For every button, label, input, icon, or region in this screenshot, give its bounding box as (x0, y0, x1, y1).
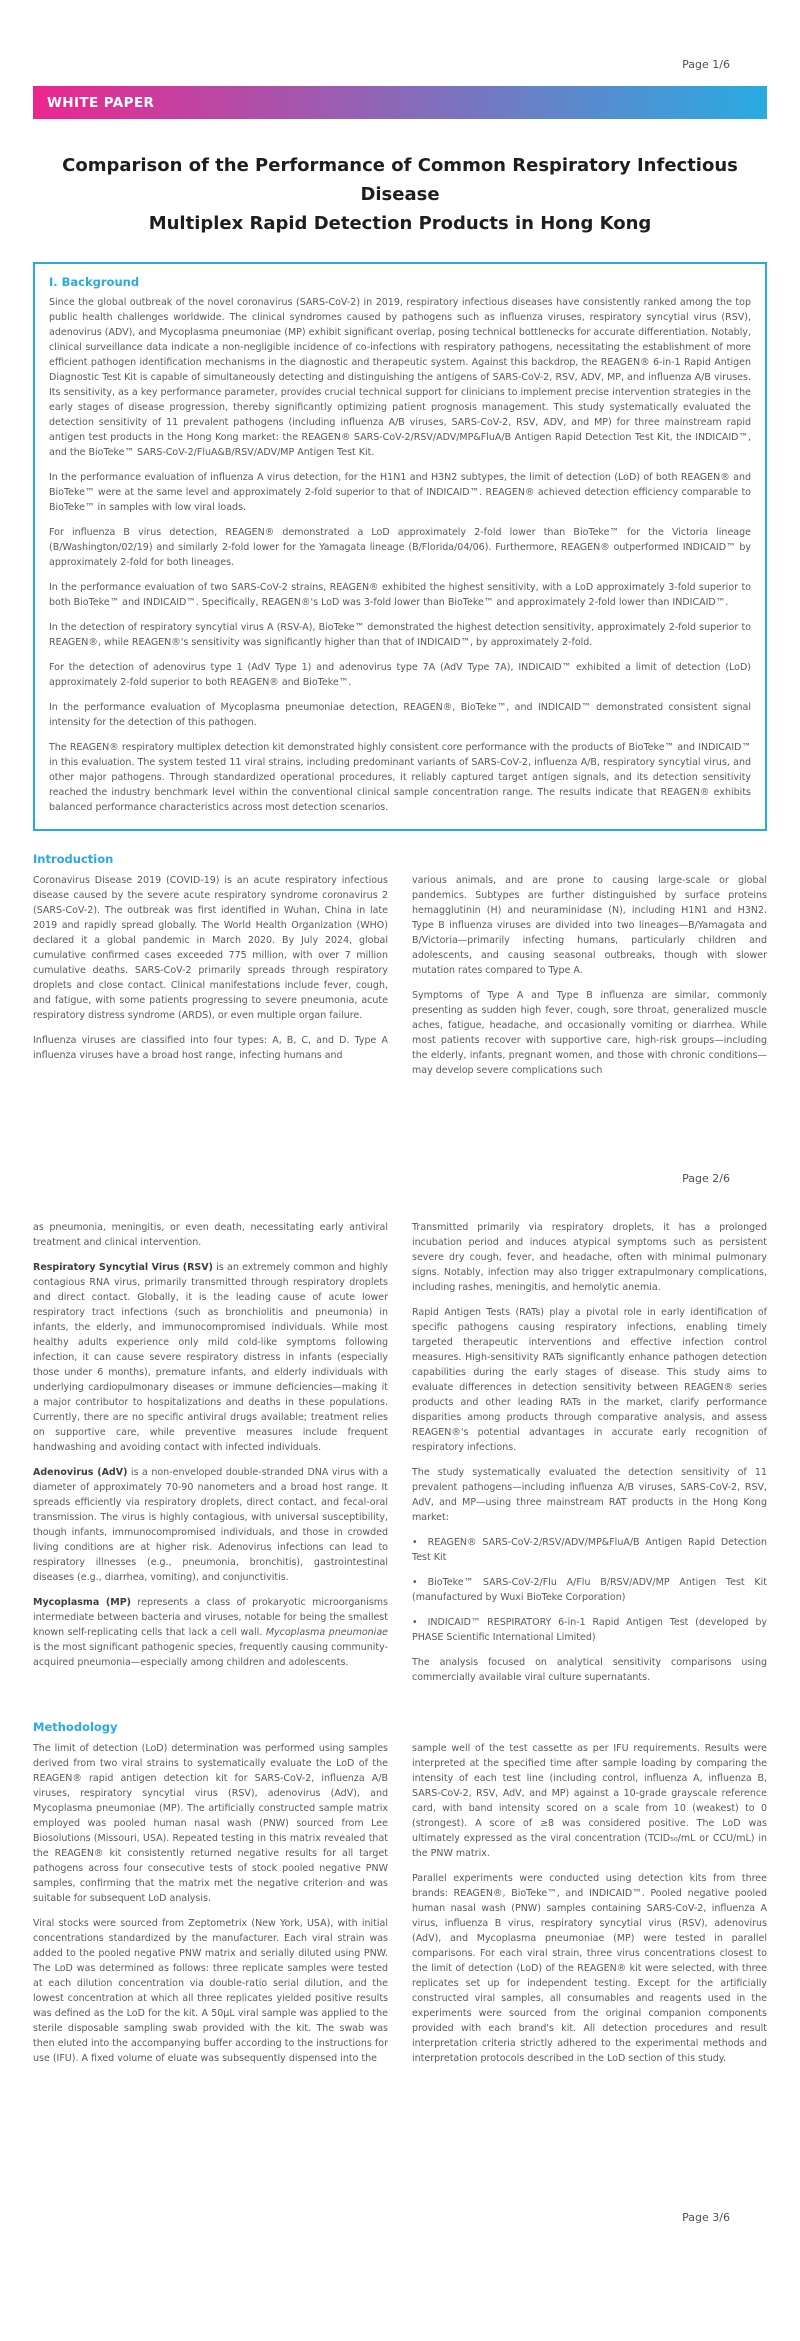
methodology-paragraph: Viral stocks were sourced from Zeptometrix (New York, USA), with initial concentrations standardized by the manufacturer. Each viral strain was added to the pooled negative PNW matrix and serially diluted using PNW. The LoD was determined as follows: three replicate samples were tested at each dilution concentration via double-ratio serial dilution, and the lowest concentration at which all three replicates yielded positive results was defined as the LoD for the kit. A 50μL viral sample was applied to the sterile disposable sampling swab provided with the kit. The swab was then eluted into the accompanying buffer according to the instructions for use (IFU). A fixed volume of eluate was subsequently dispensed into the (33, 1918, 388, 2064)
adv-paragraph (33, 1465, 388, 1585)
background-paragraph: In the performance evaluation of two SARS-CoV-2 strains, REAGEN® exhibited the highest sensitivity, with a LoD approximately 3-fold superior to both BioTeke™ and INDICAID™. Specifically, REAGEN®'s LoD was 3-fold lower than BioTeke™ and approximately 2-fold lower than INDICAID™. (49, 582, 751, 608)
bullet-icon: • (412, 1537, 418, 1548)
bullet-text: REAGEN® SARS-CoV-2/RSV/ADV/MP&FluA/B Antigen Rapid Detection Test Kit (412, 1537, 767, 1563)
background-paragraph: In the detection of respiratory syncytial virus A (RSV-A), BioTeke™ demonstrated the highest detection sensitivity, approximately 2-fold superior to REAGEN®, while REAGEN®'s sensitivity was significantly higher than that of INDICAID™, by approximately 2-fold. (49, 622, 751, 648)
background-paragraph: In the performance evaluation of Mycoplasma pneumoniae detection, REAGEN®, BioTeke™, and INDICAID™ demonstrated consistent signal intensity for the detection of this pathogen. (49, 702, 751, 728)
background-paragraph: For influenza B virus detection, REAGEN® demonstrated a LoD approximately 2-fold lower than BioTeke™ for the Victoria lineage (B/Washington/02/19) and similarly 2-fold lower for the Yamagata lineage (B/Florida/04/06). Furthermore, REAGEN® outperformed INDICAID™ by approximately 2-fold for both lineages. (49, 527, 751, 568)
product-bullet-bioteke (412, 1575, 767, 1605)
background-heading: I. Background (49, 275, 140, 289)
mp-text-2: is the most significant pathogenic species, frequently causing community-acquired pneumonia—especially among children and adolescents. (33, 1642, 388, 1668)
adv-lead: Adenovirus (AdV) (33, 1467, 128, 1478)
intro-paragraph: various animals, and are prone to causing large-scale or global pandemics. Subtypes are further distinguished by surface proteins hemagglutinin (H) and neuraminidase (N), including H1N1 and H3N2. Type B influenza viruses are divided into two lineages—B/Yamagata and B/Victoria—primarily infecting humans, particularly children and adolescents, and causing seasonal outbreaks, though with slower mutation rates compared to Type A. (412, 875, 767, 976)
methodology-paragraph: Parallel experiments were conducted using detection kits from three brands: REAGEN®, BioTeke™, and INDICAID™. Pooled negative pooled human nasal wash (PNW) samples containing SARS-CoV-2, influenza A virus, influenza B virus, respiratory syncytial virus (RSV), adenovirus (AdV), and Mycoplasma pneumoniae (MP) were tested in parallel comparisons. For each viral strain, three virus concentrations closest to the limit of detection (LoD) of the REAGEN® kit were selected, with three replicates set up for independent testing. Except for the artificially constructed viral samples, all consumables and reagents used in the experiments were sourced from the original companion components provided with each brand's kit. All detection procedures and result interpretation criteria strictly adhered to the experimental methods and interpretation protocols described in the LoD section of this study. (412, 1873, 767, 2064)
mp-lead: Mycoplasma (MP) (33, 1597, 132, 1608)
background-paragraph: For the detection of adenovirus type 1 (AdV Type 1) and adenovirus type 7A (AdV Type 7A), INDICAID™ exhibited a limit of detection (LoD) approximately 2-fold superior to both REAGEN® and BioTeke™. (49, 662, 751, 688)
intro-paragraph: The analysis focused on analytical sensitivity comparisons using commercially available viral culture supernatants. (412, 1657, 767, 1683)
title-line-2: Multiplex Rapid Detection Products in Hong Kong (148, 213, 652, 234)
mp-paragraph (33, 1595, 388, 1670)
intro-paragraph: The study systematically evaluated the detection sensitivity of 11 prevalent pathogens—including influenza A/B viruses, SARS-CoV-2, RSV, AdV, and MP—using three mainstream RAT products in the Hong Kong market: (412, 1467, 767, 1523)
right-column (412, 1741, 767, 2076)
left-column (33, 1220, 388, 1695)
introduction-columns-page2 (33, 1220, 767, 1695)
intro-paragraph: Influenza viruses are classified into four types: A, B, C, and D. Type A influenza viruses have a broad host range, infecting humans and (33, 1035, 388, 1061)
methodology-columns (33, 1741, 767, 2076)
methodology-heading: Methodology (33, 1720, 118, 1734)
methodology-paragraph: sample well of the test cassette as per IFU requirements. Results were interpreted at the specified time after sample loading by comparing the intensity of each test line (including control, influenza A, influenza B, SARS-CoV-2, RSV, AdV, and MP) against a 10-grade grayscale reference card, with band intensity scored on a scale from 10 (weakest) to 0 (strongest). A score of ≥8 was considered positive. The LoD was ultimately expressed as the viral concentration (TCID₅₀/mL or CCU/mL) in the PNW matrix. (412, 1743, 767, 1859)
mp-species-italic: Mycoplasma pneumoniae (265, 1627, 388, 1638)
intro-paragraph: Rapid Antigen Tests (RATs) play a pivotal role in early identification of specific pathogens causing respiratory infections, enabling timely targeted therapeutic interventions and effective infection control measures. High-sensitivity RATs significantly enhance pathogen detection capabilities during the early stages of disease. This study aims to evaluate differences in detection sensitivity between REAGEN® series products and other leading RATs in the market, clarify performance disparities among products through comparative analysis, and assess REAGEN®'s potential advantages in accurate early recognition of respiratory infections. (412, 1307, 767, 1453)
product-bullet-reagen (412, 1535, 767, 1565)
right-column (412, 1220, 767, 1695)
page-number-1: Page 1/6 (682, 58, 730, 71)
background-paragraph: In the performance evaluation of influenza A virus detection, for the H1N1 and H3N2 subtypes, the limit of detection (LoD) of both REAGEN® and BioTeke™ were at the same level and approximately 2-fold superior to that of INDICAID™. REAGEN® achieved detection efficiency comparable to BioTeke™ in samples with low viral loads. (49, 472, 751, 513)
left-column (33, 873, 388, 1088)
page-number-3: Page 3/6 (682, 2211, 730, 2224)
background-section-box (33, 262, 767, 831)
background-paragraph: Since the global outbreak of the novel coronavirus (SARS-CoV-2) in 2019, respiratory infectious diseases have consistently ranked among the top public health challenges worldwide. The clinical syndromes caused by pathogens such as influenza viruses, respiratory syncytial virus (RSV), adenovirus (ADV), and Mycoplasma pneumoniae (MP) exhibit significant overlap, posing technical bottlenecks for accurate differentiation. Notably, clinical surveillance data indicate a non-negligible incidence of co-infections with respiratory pathogens, necessitating the establishment of more efficient pathogen identification mechanisms in the diagnostic and therapeutic system. Against this backdrop, the REAGEN® 6-in-1 Rapid Antigen Diagnostic Test Kit is capable of simultaneously detecting and distinguishing the antigens of SARS-CoV-2, RSV, ADV, MP, and influenza A/B viruses. Its sensitivity, as a key performance parameter, provides crucial technical support for clinicians to implement precise intervention strategies in the early stages of disease progression, thereby significantly optimizing patient prognosis management. This study systematically evaluated the detection sensitivity of 11 prevalent pathogens (including influenza A/B viruses, SARS-CoV-2, RSV, ADV, and MP) for three mainstream rapid antigen test products in the Hong Kong market: the REAGEN® SARS-CoV-2/RSV/ADV/MP&FluA/B Antigen Rapid Detection Test Kit, the INDICAID™, and the BioTeke™ SARS-CoV-2/FluA&B/RSV/ADV/MP Antigen Test Kit. (49, 297, 751, 458)
intro-paragraph: Transmitted primarily via respiratory droplets, it has a prolonged incubation period and induces atypical symptoms such as persistent severe dry cough, fever, and headache, often with minimal pulmonary signs. Notably, infection may also trigger extrapulmonary complications, including rashes, meningitis, and hemolytic anemia. (412, 1222, 767, 1293)
bullet-text: BioTeke™ SARS-CoV-2/Flu A/Flu B/RSV/ADV/MP Antigen Test Kit (manufactured by Wuxi BioTeke Corporation) (412, 1577, 767, 1603)
page-number-2: Page 2/6 (682, 1172, 730, 1185)
bullet-icon: • (412, 1617, 418, 1628)
left-column (33, 1741, 388, 2076)
banner-label: WHITE PAPER (47, 94, 155, 111)
methodology-paragraph: The limit of detection (LoD) determination was performed using samples derived from two viral strains to systematically evaluate the LoD of the REAGEN® rapid antigen detection kit for SARS-CoV-2, influenza A/B viruses, respiratory syncytial virus (RSV), adenovirus (AdV), and Mycoplasma pneumoniae (MP). The artificially constructed sample matrix employed was pooled human nasal wash (PNW) sourced from Lee Biosolutions (Missouri, USA). Repeated testing in this matrix revealed that the REAGEN® kit consistently returned negative results for all target pathogens across four consecutive tests of stock pooled negative PNW samples, confirming that the matrix met the negative criterion and was suitable for subsequent LoD analysis. (33, 1743, 388, 1904)
white-paper-banner (33, 86, 767, 119)
product-bullet-indicaid (412, 1615, 767, 1645)
rsv-lead: Respiratory Syncytial Virus (RSV) (33, 1262, 213, 1273)
rsv-paragraph (33, 1260, 388, 1455)
intro-paragraph: Symptoms of Type A and Type B influenza are similar, commonly presenting as sudden high fever, cough, sore throat, generalized muscle aches, fatigue, headache, and occasionally vomiting or diarrhea. While most patients recover with supportive care, high-risk groups—including the elderly, infants, pregnant women, and those with chronic conditions—may develop severe complications such (412, 990, 767, 1076)
intro-paragraph: as pneumonia, meningitis, or even death, necessitating early antiviral treatment and clinical intervention. (33, 1222, 388, 1248)
background-paragraph: The REAGEN® respiratory multiplex detection kit demonstrated highly consistent core performance with the products of BioTeke™ and INDICAID™ in this evaluation. The system tested 11 viral strains, including predominant variants of SARS-CoV-2, influenza A/B, respiratory syncytial virus, and other major pathogens. Through standardized operational procedures, it reliably captured target antigen signals, and its detection sensitivity reached the industry benchmark level within the conventional clinical sample concentration range. The results indicate that REAGEN® exhibits balanced performance characteristics across most detection scenarios. (49, 742, 751, 813)
intro-paragraph: Coronavirus Disease 2019 (COVID-19) is an acute respiratory infectious disease caused by the severe acute respiratory syndrome coronavirus 2 (SARS-CoV-2). The outbreak was first identified in Wuhan, China in late 2019 and rapidly spread globally. The World Health Organization (WHO) declared it a global pandemic in March 2020. By July 2024, global cumulative confirmed cases exceeded 775 million, with over 7 million cumulative deaths. SARS-CoV-2 primarily spreads through respiratory droplets and close contact. Clinical manifestations include fever, cough, and fatigue, with some patients progressing to severe pneumonia, acute respiratory distress syndrome (ARDS), or even multiple organ failure. (33, 875, 388, 1021)
mp-text: represents a class of prokaryotic microorganisms intermediate between bacteria and viruses, notable for being the smallest known self-replicating cells that lack a cell wall. (33, 1597, 388, 1638)
document-title (33, 151, 767, 238)
introduction-columns-page1 (33, 873, 767, 1088)
bullet-text: INDICAID™ RESPIRATORY 6-in-1 Rapid Antigen Test (developed by PHASE Scientific International Limited) (412, 1617, 767, 1643)
adv-text: is a non-enveloped double-stranded DNA virus with a diameter of approximately 70-90 nanometers and a broad host range. It spreads efficiently via respiratory droplets, direct contact, and fecal-oral transmission. The virus is highly contagious, with universal susceptibility, though infants, immunocompromised individuals, and those in crowded living conditions are at higher risk. Adenovirus infections can lead to respiratory illnesses (e.g., pneumonia, bronchitis), gastrointestinal diseases (e.g., diarrhea, vomiting), and conjunctivitis. (33, 1467, 388, 1583)
rsv-text: is an extremely common and highly contagious RNA virus, primarily transmitted through respiratory droplets and direct contact. Globally, it is the leading cause of acute lower respiratory tract infections (such as bronchiolitis and pneumonia) in infants, the elderly, and immunocompromised individuals. While most healthy adults experience only mild cold-like symptoms following infection, it can cause severe respiratory distress in infants (especially those under 6 months), premature infants, and elderly individuals with underlying cardiopulmonary diseases or immune deficiencies—making it a major contributor to hospitalizations and deaths in these populations. Currently, there are no specific antiviral drugs available; treatment relies on supportive care, while preventive measures include frequent handwashing and avoiding contact with infected individuals. (33, 1262, 388, 1453)
title-line-1: Comparison of the Performance of Common Respiratory Infectious Disease (62, 155, 738, 205)
right-column (412, 873, 767, 1088)
bullet-icon: • (412, 1577, 418, 1588)
introduction-heading: Introduction (33, 852, 114, 866)
